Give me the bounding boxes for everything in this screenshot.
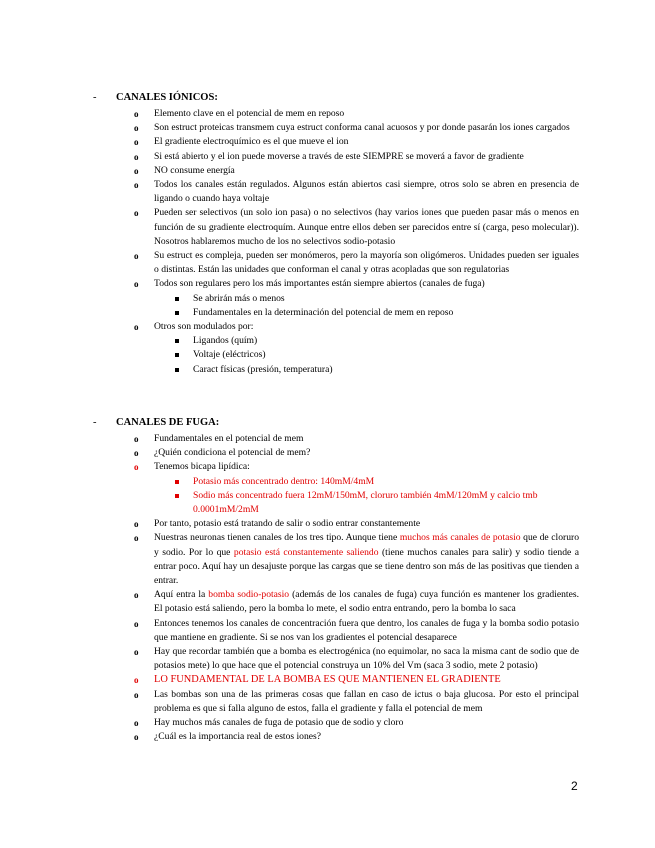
list-item — [0, 673, 655, 687]
list-item — [0, 517, 655, 531]
item-text: Las bombas son una de las primeras cosas que fallan en caso de ictus o baja glucosa. Por esto el principal problema es que si falla alguno de estos, falla el gradiente y falla el potencial de mem — [154, 688, 579, 714]
item-text: El gradiente electroquímico es el que mueve el ion — [154, 136, 349, 148]
item-text: LO FUNDAMENTAL DE LA BOMBA ES QUE MANTIENEN EL GRADIENTE — [154, 674, 501, 686]
item-text: Pueden ser selectivos (un solo ion pasa) o no selectivos (hay varios iones que pueden pasar más o menos en función de su gradiente electroquím. Aunque entre ellos deben ser parecidos entre sí (carga, peso molecular)). Nosotros hablaremos mucho de los no selectivos sodio-potasio — [154, 207, 579, 247]
item-text: NO consume energía — [154, 164, 235, 176]
bullet-marker: o — [134, 137, 139, 148]
list-item — [0, 277, 655, 291]
square-bullet — [175, 311, 179, 315]
item-text: Hay que recordar también que a bomba es electrogénica (no equimolar, no saca la misma cant de sodio que de potasios mete) lo que hace que el potencial construya un 10% del Vm (saca 3 sodio, mete 2 potasio) — [154, 646, 579, 672]
bullet-marker: o — [134, 647, 139, 658]
bullet-marker: o — [134, 109, 139, 119]
sub-item — [0, 363, 655, 377]
heading-label: CANALES DE FUGA: — [116, 417, 220, 428]
item-text-start: Aquí entra la — [154, 589, 209, 601]
list-item — [0, 645, 655, 673]
list-item — [0, 178, 655, 206]
bullet-marker: o — [134, 434, 139, 444]
bullet-marker: o — [134, 165, 139, 176]
list-item — [0, 432, 655, 446]
page-number: 2 — [571, 779, 578, 793]
bullet-marker: o — [134, 180, 139, 191]
bullet-marker: o — [134, 462, 139, 473]
section-canales-ionicos — [0, 92, 655, 377]
bullet-marker: o — [134, 279, 139, 290]
section-heading — [0, 417, 655, 431]
square-bullet — [175, 368, 179, 372]
list-item — [0, 460, 655, 474]
list-item — [0, 531, 655, 588]
item-text: Tenemos bicapa lipídica: — [154, 461, 250, 473]
list-item — [0, 135, 655, 149]
item-text: Son estruct proteicas transmem cuya estruct conforma canal acuosos y por donde pasarán los iones cargados — [154, 122, 570, 134]
item-text: Por tanto, potasio está tratando de salir o sodio entrar constantemente — [154, 518, 421, 530]
square-bullet — [175, 480, 179, 484]
bullet-marker: o — [134, 689, 139, 700]
list-item — [0, 249, 655, 277]
square-bullet — [175, 353, 179, 357]
item-text: Todos los canales están regulados. Algunos están abiertos casi siempre, otros solo se abren en presencia de ligando o cuando haya voltaje — [154, 179, 579, 205]
sub-item — [0, 334, 655, 348]
sub-item-text: Sodio más concentrado fuera 12mM/150mM, cloruro también 4mM/120mM y calcio tmb 0.0001mM/2mM — [193, 489, 538, 516]
bullet-marker: o — [134, 151, 139, 162]
list-item — [0, 617, 655, 645]
bullet-marker: o — [134, 533, 139, 544]
highlighted-text: potasio está constantemente saliendo — [233, 546, 379, 558]
square-bullet — [175, 339, 179, 343]
dash-marker: - — [93, 417, 97, 428]
bullet-marker: o — [134, 519, 139, 530]
list-item — [0, 206, 655, 249]
item-text: ¿Cuál es la importancia real de estos iones? — [154, 731, 322, 743]
section-heading — [0, 92, 655, 106]
sub-item — [0, 306, 655, 320]
sub-item — [0, 292, 655, 306]
list-item — [0, 121, 655, 135]
list-item — [0, 107, 655, 121]
item-text-middle: que de cloruro y sodio. Por lo que — [154, 532, 579, 558]
item-text: Su estruct es compleja, pueden ser monómeros, pero la mayoría son oligómeros. Unidades pueden ser iguales o distintas. Están las unidades que conforman el canal y otras acopladas que son regulatorias — [154, 250, 579, 276]
item-text: Si está abierto y el ion puede moverse a través de este SIEMPRE se moverá a favor de gradiente — [154, 150, 524, 162]
sub-item — [0, 489, 655, 517]
list-item — [0, 446, 655, 460]
square-bullet — [175, 297, 179, 301]
bullet-marker: o — [134, 322, 139, 333]
bullet-marker: o — [134, 208, 139, 219]
dash-marker: - — [93, 92, 97, 103]
item-text: Elemento clave en el potencial de mem en reposo — [154, 108, 345, 119]
sub-item — [0, 475, 655, 489]
heading-label: CANALES IÓNICOS: — [116, 92, 218, 103]
item-text-start: Nuestras neuronas tienen canales de los tres tipo. Aunque tiene — [154, 532, 400, 544]
list-item — [0, 150, 655, 164]
item-text: Hay muchos más canales de fuga de potasio que de sodio y cloro — [154, 717, 404, 729]
sub-item-text: Potasio más concentrado dentro: 140mM/4mM — [193, 475, 375, 487]
sub-item — [0, 348, 655, 362]
bullet-marker: o — [134, 251, 139, 262]
item-text: Otros son modulados por: — [154, 321, 254, 333]
sub-item-text: Ligandos (quím) — [193, 335, 258, 347]
item-text: ¿Quién condiciona el potencial de mem? — [154, 447, 311, 459]
bullet-marker: o — [134, 448, 139, 459]
sub-item-text: Voltaje (eléctricos) — [193, 349, 266, 361]
item-text: Fundamentales en el potencial de mem — [154, 433, 304, 444]
sub-item-text: Caract físicas (presión, temperatura) — [193, 363, 333, 375]
highlighted-text: bomba sodio-potasio — [208, 589, 290, 601]
square-bullet — [175, 494, 179, 498]
bullet-marker: o — [134, 732, 139, 743]
item-text-end: (tiene muchos canales para salir) y sodio tiende a entrar poco. Aquí hay un desajuste porque las cargas que se tiene dentro son más de las positivas que tienden a entrar. — [154, 546, 579, 587]
list-item — [0, 320, 655, 334]
bullet-marker: o — [134, 618, 139, 629]
section-canales-de-fuga — [0, 417, 655, 744]
highlighted-text: muchos más canales de potasio — [399, 532, 521, 544]
bullet-marker: o — [134, 718, 139, 729]
list-item — [0, 164, 655, 178]
item-text: Todos son regulares pero los más importantes están siempre abiertos (canales de fuga) — [154, 278, 485, 290]
list-item — [0, 730, 655, 744]
list-item — [0, 588, 655, 616]
bullet-marker: o — [134, 123, 139, 134]
item-text-end: (además de los canales de fuga) cuya función es mantener los gradientes. El potasio está saliendo, pero la bomba lo mete, el sodio entra entrando, pero la bomba lo saca — [154, 589, 579, 615]
bullet-marker: o — [134, 590, 139, 601]
sub-item-text: Fundamentales en la determinación del potencial de mem en reposo — [193, 306, 454, 318]
bullet-marker: o — [134, 675, 139, 686]
list-item — [0, 688, 655, 716]
list-item — [0, 716, 655, 730]
sub-item-text: Se abrirán más o menos — [193, 292, 285, 304]
item-text: Entonces tenemos los canales de concentración fuera que dentro, los canales de fuga y la bomba sodio potasio que mantiene en gradiente. Si se nos van los gradientes el potencial desaparece — [154, 617, 579, 643]
